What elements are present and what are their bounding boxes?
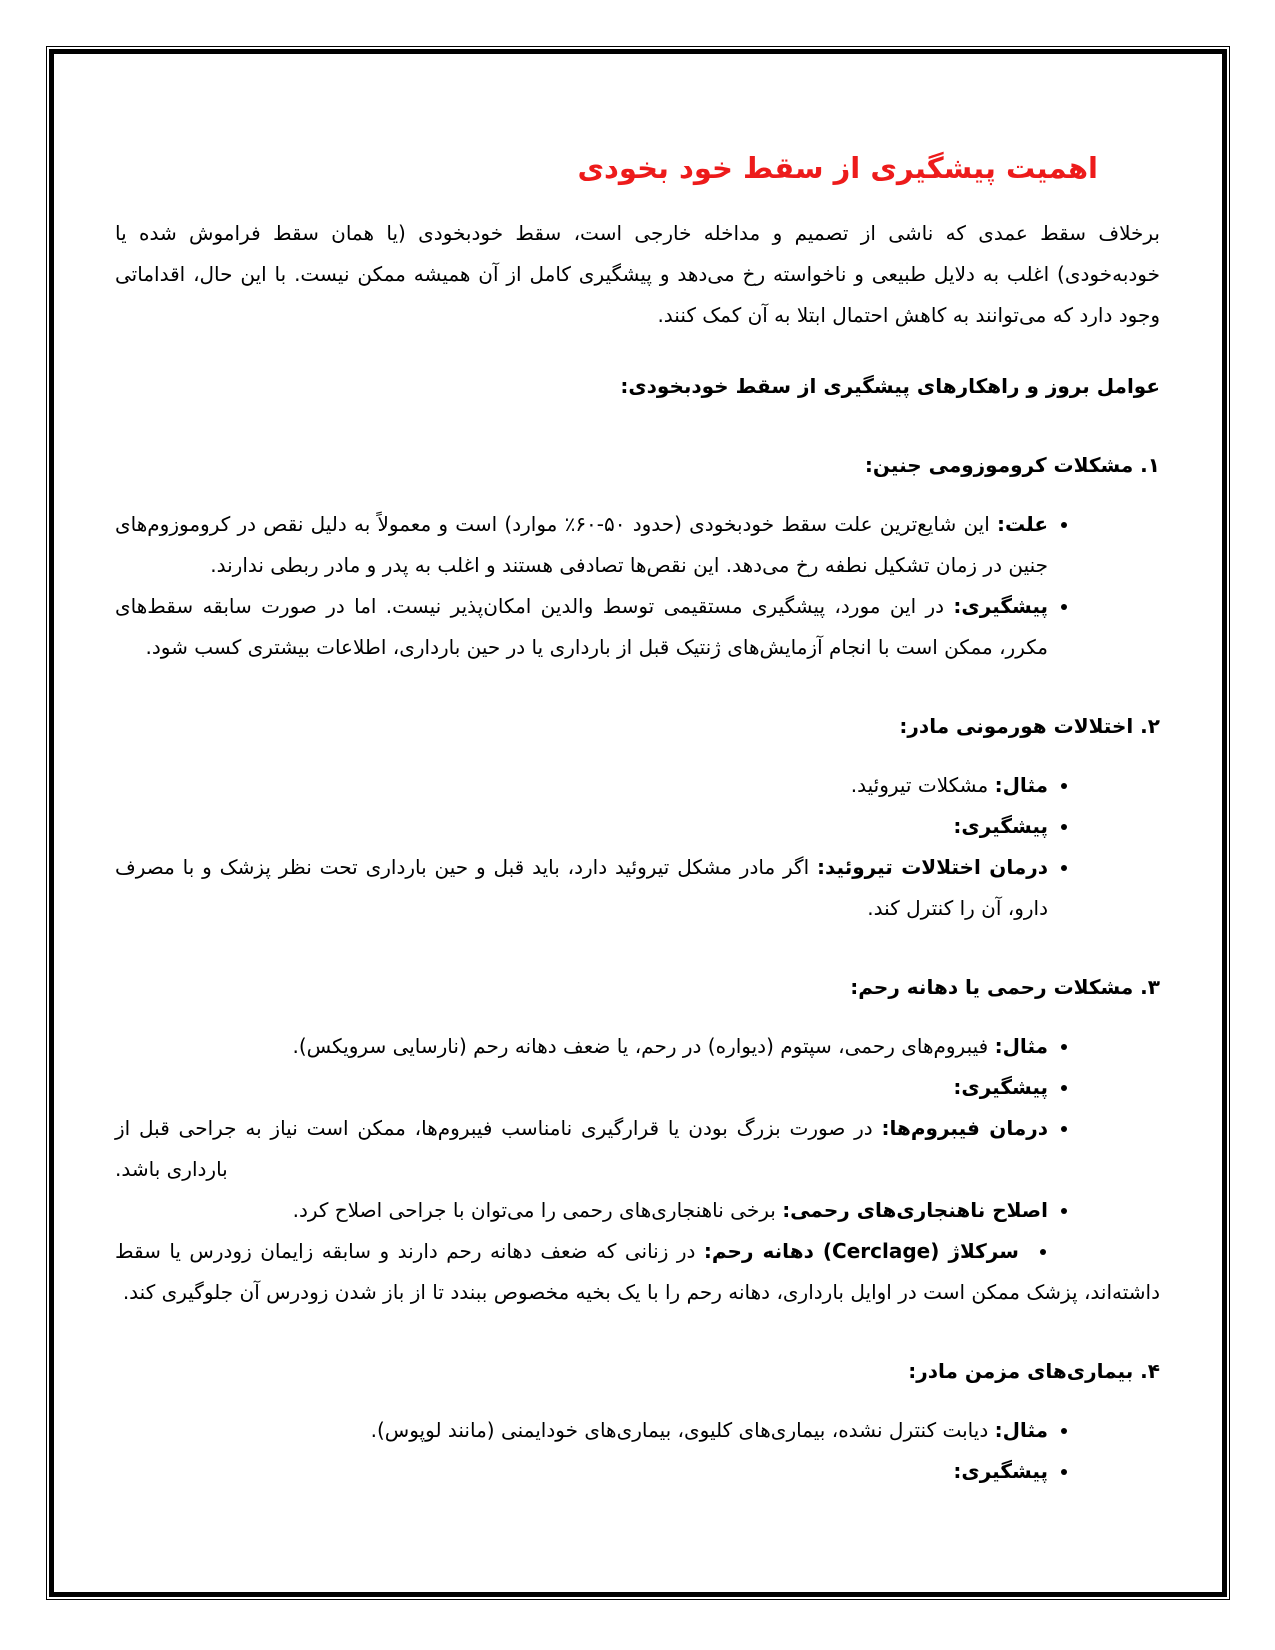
- section-3-list: [115, 1026, 1160, 1313]
- item-text: در این مورد، پیشگیری مستقیمی توسط والدین امکان‌پذیر نیست. اما در صورت سابقه سقط‌های مکرر، ممکن است با انجام آزمایش‌های ژنتیک قبل از بارداری یا در حین بارداری، اطلاعات بیشتری کسب شود.: [115, 594, 1048, 659]
- item-label: درمان اختلالات تیروئید:: [816, 855, 1049, 879]
- item-text: در زنانی که ضعف دهانه رحم دارند و سابقه زایمان زودرس یا سقط داشته‌اند، پزشک ممکن است در اوایل بارداری، دهانه رحم را با یک بخیه مخصوص ببندد تا از باز شدن زودرس آن جلوگیری کند.: [115, 1239, 1160, 1304]
- item-text: دیابت کنترل نشده، بیماری‌های کلیوی، بیماری‌های خودایمنی (مانند لوپوس).: [370, 1418, 995, 1442]
- item-label: پیشگیری:: [953, 1459, 1048, 1483]
- item-text: این شایع‌ترین علت سقط خودبخودی (حدود ۵۰-۶۰٪ موارد) است و معمولاً به دلیل نقص در کروموزوم‌های جنین در زمان تشکیل نطفه رخ می‌دهد. این نقص‌ها تصادفی هستند و اغلب به پدر و مادر ربطی ندارند.: [115, 512, 1048, 577]
- section-1-heading: ۱. مشکلات کروموزومی جنین:: [864, 453, 1160, 477]
- section-1-list: [115, 504, 1160, 668]
- item-text: برخی ناهنجاری‌های رحمی را می‌توان با جراحی اصلاح کرد.: [292, 1198, 783, 1222]
- item-label: علت:: [997, 512, 1048, 536]
- item-text: مشکلات تیروئید.: [850, 773, 995, 797]
- item-label: اصلاح ناهنجاری‌های رحمی:: [782, 1198, 1048, 1222]
- item-label: مثال:: [994, 773, 1048, 797]
- item-label: سرکلاژ (Cerclage) دهانه رحم:: [703, 1239, 1019, 1263]
- list-item: [115, 504, 1048, 586]
- list-item: [115, 1108, 1048, 1190]
- list-item: [115, 1451, 1048, 1492]
- list-item: [115, 1231, 1160, 1313]
- item-label: پیشگیری:: [953, 594, 1048, 618]
- list-item: [115, 765, 1048, 806]
- item-label: درمان فیبروم‌ها:: [881, 1116, 1048, 1140]
- item-label: مثال:: [994, 1418, 1048, 1442]
- section-2-list: [115, 765, 1160, 929]
- item-label: پیشگیری:: [953, 814, 1048, 838]
- doc-title: اهمیت پیشگیری از سقط خود بخودی: [577, 151, 1098, 185]
- section-2-heading: ۲. اختلالات هورمونی مادر:: [899, 714, 1160, 738]
- item-label: پیشگیری:: [953, 1075, 1048, 1099]
- list-item: [115, 586, 1048, 668]
- item-text: در صورت بزرگ بودن یا قرارگیری نامناسب فیبروم‌ها، ممکن است نیاز به جراحی قبل از بارداری باشد.: [115, 1116, 882, 1181]
- list-item: [115, 1190, 1048, 1231]
- list-item: [115, 1067, 1048, 1108]
- section-4-heading: ۴. بیماری‌های مزمن مادر:: [908, 1359, 1160, 1383]
- section-4-list: [115, 1410, 1160, 1492]
- item-label: مثال:: [994, 1034, 1048, 1058]
- intro-paragraph: برخلاف سقط عمدی که ناشی از تصمیم و مداخله خارجی است، سقط خودبخودی (یا همان سقط فراموش شده یا خودبه‌خودی) اغلب به دلایل طبیعی و ناخواسته رخ می‌دهد و پیشگیری کامل از آن همیشه ممکن نیست. با این حال، اقداماتی وجود دارد که می‌توانند به کاهش احتمال ابتلا به آن کمک کنند.: [115, 221, 1160, 327]
- item-text: فیبروم‌های رحمی، سپتوم (دیواره) در رحم، یا ضعف دهانه رحم (نارسایی سرویکس).: [292, 1034, 995, 1058]
- list-item: [115, 847, 1048, 929]
- doc-subtitle: عوامل بروز و راهکارهای پیشگیری از سقط خودبخودی:: [620, 374, 1160, 398]
- list-item: [115, 806, 1048, 847]
- item-text: اگر مادر مشکل تیروئید دارد، باید قبل و حین بارداری تحت نظر پزشک و با مصرف دارو، آن را کنترل کند.: [115, 855, 1048, 920]
- list-item: [115, 1026, 1048, 1067]
- section-3-heading: ۳. مشکلات رحمی یا دهانه رحم:: [850, 975, 1160, 999]
- list-item: [115, 1410, 1048, 1451]
- document-content: [115, 63, 1160, 1492]
